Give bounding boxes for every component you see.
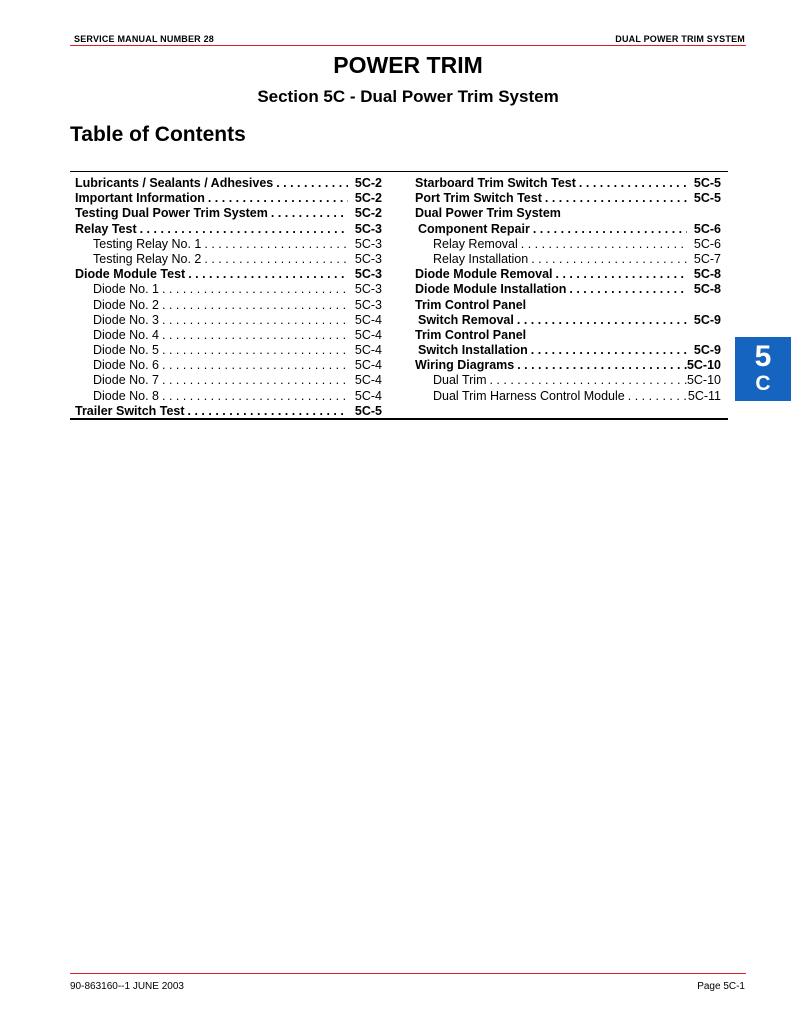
toc-leader-dots bbox=[576, 176, 687, 191]
toc-subentry[interactable] bbox=[75, 298, 382, 313]
toc-entry-title: Trim Control Panel bbox=[415, 297, 527, 312]
toc-entry-page: 5C-4 bbox=[354, 373, 382, 388]
toc-entry-title: Relay Test bbox=[75, 221, 137, 236]
toc-leader-dots bbox=[201, 237, 348, 252]
toc-leader-dots bbox=[518, 237, 687, 252]
toc-entry[interactable] bbox=[415, 191, 721, 206]
toc-entry-page: 5C-4 bbox=[354, 327, 382, 342]
toc-entry-page: 5C-2 bbox=[354, 206, 382, 221]
toc-right-column bbox=[415, 176, 721, 404]
toc-leader-dots bbox=[185, 404, 348, 419]
toc-leader-dots bbox=[514, 313, 687, 328]
toc-entry-title: Starboard Trim Switch Test bbox=[415, 176, 576, 190]
toc-entry-title: Diode No. 1 bbox=[93, 282, 160, 297]
toc-entry-page: 5C-4 bbox=[354, 312, 382, 327]
toc-leader-dots bbox=[542, 191, 687, 206]
toc-entry-page: 5C-10 bbox=[686, 358, 721, 373]
toc-subentry[interactable] bbox=[75, 282, 382, 297]
toc-leader-dots bbox=[159, 373, 348, 388]
toc-leader-dots bbox=[268, 206, 348, 221]
toc-leader-dots bbox=[205, 191, 348, 206]
toc-top-rule bbox=[70, 171, 728, 172]
toc-entry[interactable] bbox=[415, 358, 721, 373]
toc-entry-title: Trim Control Panel bbox=[415, 327, 527, 342]
toc-entry-page: 5C-3 bbox=[354, 267, 382, 282]
toc-leader-dots bbox=[553, 267, 687, 282]
toc-subentry[interactable] bbox=[75, 252, 382, 267]
toc-entry-title: Dual Trim bbox=[433, 373, 487, 388]
toc-subentry[interactable] bbox=[75, 328, 382, 343]
toc-subentry[interactable] bbox=[415, 252, 721, 267]
toc-leader-dots bbox=[528, 252, 687, 267]
toc-leader-dots bbox=[273, 176, 348, 191]
toc-entry-title: Switch Removal bbox=[418, 312, 514, 327]
toc-leader-dots bbox=[486, 373, 686, 388]
toc-entry-title: Lubricants / Sealants / Adhesives bbox=[75, 176, 274, 190]
toc-entry-page: 5C-9 bbox=[693, 343, 721, 358]
toc-leader-dots bbox=[528, 343, 687, 358]
toc-entry-title: Diode No. 7 bbox=[93, 373, 160, 388]
toc-entry-title: Diode Module Test bbox=[75, 267, 186, 282]
footer-page-number: Page 5C-1 bbox=[697, 981, 745, 992]
toc-subentry[interactable] bbox=[415, 237, 721, 252]
toc-entry-title: Diode No. 5 bbox=[93, 343, 160, 358]
toc-entry[interactable] bbox=[415, 222, 721, 237]
toc-entry-page: 5C-8 bbox=[693, 267, 721, 282]
toc-subentry[interactable] bbox=[75, 237, 382, 252]
toc-entry[interactable] bbox=[75, 404, 382, 419]
toc-entry-page: 5C-8 bbox=[693, 282, 721, 297]
header-rule bbox=[70, 45, 746, 46]
toc-entry-title: Testing Relay No. 2 bbox=[93, 251, 202, 266]
toc-entry-page: 5C-2 bbox=[354, 176, 382, 190]
toc-subentry[interactable] bbox=[415, 373, 721, 388]
toc-entry-title: Relay Installation bbox=[433, 251, 529, 266]
toc-entry-title: Port Trim Switch Test bbox=[415, 191, 542, 206]
toc-entry-page: 5C-3 bbox=[354, 251, 382, 266]
toc-entry-page: 5C-6 bbox=[693, 221, 721, 236]
toc-entry-page: 5C-4 bbox=[354, 388, 382, 403]
toc-leader-dots bbox=[566, 282, 687, 297]
section-tab-letter: C bbox=[755, 372, 771, 395]
toc-entry[interactable] bbox=[75, 206, 382, 221]
toc-subentry[interactable] bbox=[75, 313, 382, 328]
toc-entry-heading-line[interactable] bbox=[415, 298, 721, 313]
header-manual-number: SERVICE MANUAL NUMBER 28 bbox=[74, 34, 214, 44]
toc-entry[interactable] bbox=[415, 282, 721, 297]
toc-subentry[interactable] bbox=[75, 343, 382, 358]
toc-entry-heading-line[interactable] bbox=[415, 206, 721, 221]
toc-leader-dots bbox=[137, 222, 348, 237]
toc-entry-title: Dual Trim Harness Control Module bbox=[433, 388, 625, 403]
toc-entry-page: 5C-9 bbox=[693, 312, 721, 327]
toc-entry-page: 5C-2 bbox=[354, 191, 382, 206]
toc-entry-page: 5C-3 bbox=[354, 236, 382, 251]
section-tab bbox=[735, 337, 791, 401]
toc-entry-title: Important Information bbox=[75, 191, 205, 206]
toc-entry-page: 5C-5 bbox=[354, 403, 382, 418]
section-tab-number: 5 bbox=[754, 340, 772, 373]
header-section-name: DUAL POWER TRIM SYSTEM bbox=[615, 34, 745, 44]
page-title: POWER TRIM bbox=[333, 52, 483, 78]
toc-entry[interactable] bbox=[415, 267, 721, 282]
toc-left-column bbox=[75, 176, 382, 419]
toc-subentry[interactable] bbox=[415, 389, 721, 404]
toc-leader-dots bbox=[159, 282, 348, 297]
toc-leader-dots bbox=[625, 389, 687, 404]
toc-entry-title: Diode No. 8 bbox=[93, 388, 160, 403]
toc-heading: Table of Contents bbox=[70, 123, 246, 146]
toc-entry[interactable] bbox=[415, 313, 721, 328]
toc-entry-title: Switch Installation bbox=[418, 343, 528, 358]
toc-leader-dots bbox=[159, 358, 348, 373]
toc-leader-dots bbox=[159, 313, 348, 328]
toc-leader-dots bbox=[530, 222, 687, 237]
toc-entry-page: 5C-3 bbox=[354, 282, 382, 297]
footer-part-number-date: 90-863160--1 JUNE 2003 bbox=[70, 981, 184, 992]
toc-entry-heading-line[interactable] bbox=[415, 328, 721, 343]
toc-entry-title: Diode No. 6 bbox=[93, 358, 160, 373]
toc-subentry[interactable] bbox=[75, 358, 382, 373]
toc-entry-page: 5C-10 bbox=[686, 373, 721, 388]
toc-entry-page: 5C-3 bbox=[354, 221, 382, 236]
toc-entry-title: Relay Removal bbox=[433, 236, 518, 251]
toc-leader-dots bbox=[159, 298, 348, 313]
toc-entry-page: 5C-5 bbox=[693, 176, 721, 190]
footer-rule bbox=[70, 973, 746, 974]
toc-leader-dots bbox=[159, 343, 348, 358]
toc-entry[interactable] bbox=[75, 191, 382, 206]
toc-entry-page: 5C-11 bbox=[687, 388, 721, 403]
toc-entry[interactable] bbox=[415, 343, 721, 358]
toc-leader-dots bbox=[185, 267, 348, 282]
toc-entry-page: 5C-7 bbox=[693, 251, 721, 266]
toc-entry-page: 5C-4 bbox=[354, 358, 382, 373]
toc-entry-title: Diode Module Installation bbox=[415, 282, 567, 297]
toc-subentry[interactable] bbox=[75, 389, 382, 404]
toc-entry[interactable] bbox=[75, 222, 382, 237]
toc-entry-title: Diode No. 4 bbox=[93, 327, 160, 342]
toc-entry-page: 5C-3 bbox=[354, 297, 382, 312]
toc-entry-title: Component Repair bbox=[418, 221, 530, 236]
toc-leader-dots bbox=[159, 328, 348, 343]
toc-entry-title: Dual Power Trim System bbox=[415, 206, 561, 221]
toc-entry-title: Testing Relay No. 1 bbox=[93, 236, 202, 251]
toc-entry-title: Testing Dual Power Trim System bbox=[75, 206, 268, 221]
toc-entry[interactable] bbox=[75, 267, 382, 282]
toc-bottom-rule bbox=[70, 418, 728, 420]
toc-entry[interactable] bbox=[75, 176, 382, 191]
toc-entry[interactable] bbox=[415, 176, 721, 191]
toc-subentry[interactable] bbox=[75, 373, 382, 388]
toc-leader-dots bbox=[159, 389, 348, 404]
toc-entry-title: Trailer Switch Test bbox=[75, 403, 185, 418]
toc-entry-page: 5C-4 bbox=[354, 343, 382, 358]
toc-entry-page: 5C-6 bbox=[693, 236, 721, 251]
toc-leader-dots bbox=[514, 358, 687, 373]
toc-entry-title: Diode No. 3 bbox=[93, 312, 160, 327]
toc-leader-dots bbox=[201, 252, 348, 267]
toc-entry-title: Diode Module Removal bbox=[415, 267, 553, 282]
section-subtitle: Section 5C - Dual Power Trim System bbox=[257, 87, 559, 106]
toc-entry-page: 5C-5 bbox=[693, 191, 721, 206]
toc-entry-title: Wiring Diagrams bbox=[415, 358, 515, 373]
toc-entry-title: Diode No. 2 bbox=[93, 297, 160, 312]
